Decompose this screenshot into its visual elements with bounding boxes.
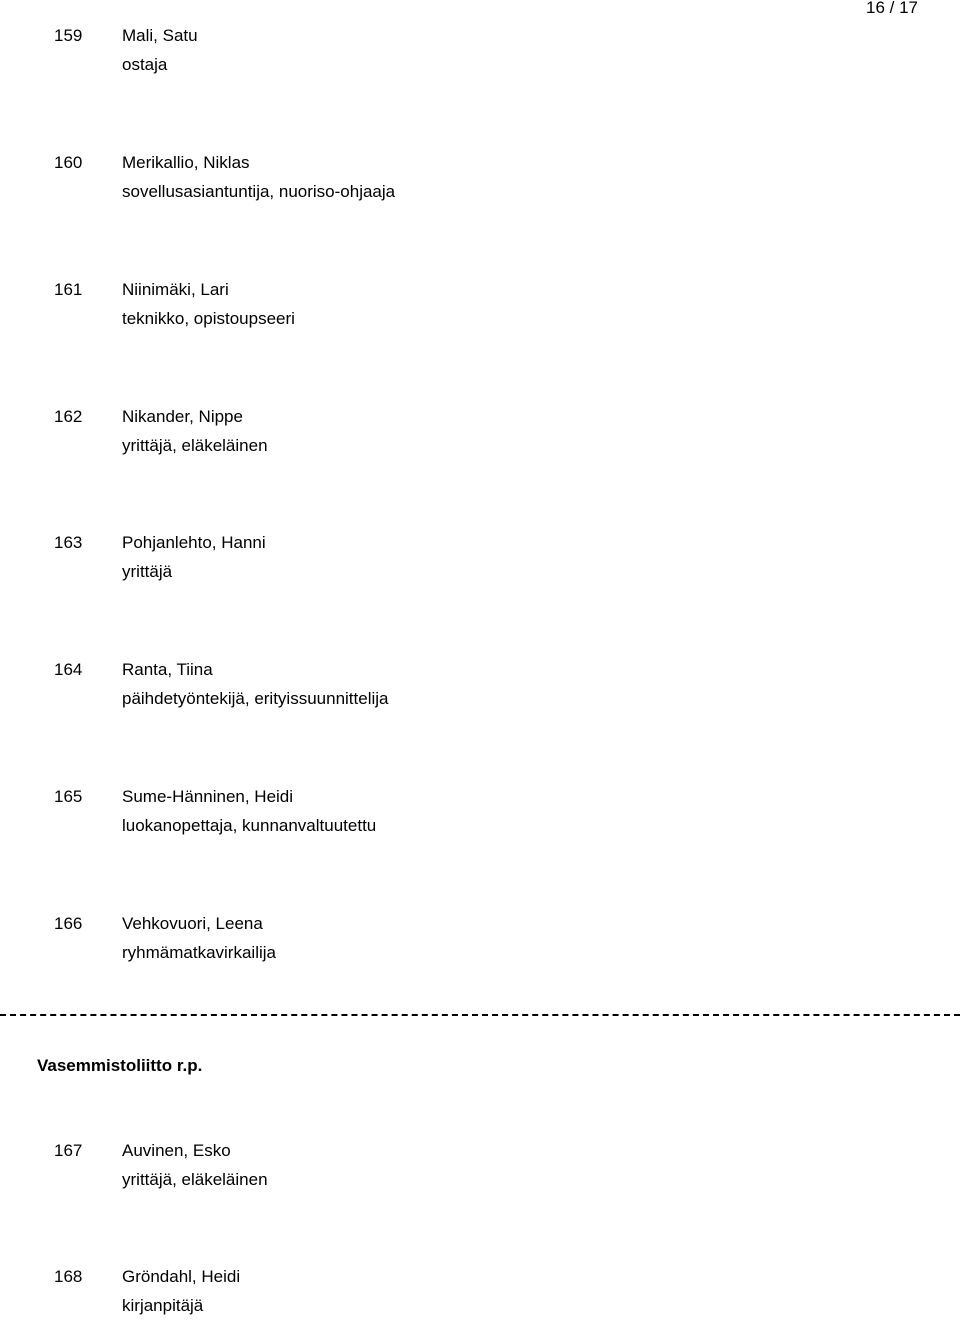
candidate-number: 167	[54, 1141, 83, 1160]
candidate-number: 160	[54, 153, 83, 172]
section-divider	[0, 1014, 960, 1016]
candidate-entry	[54, 1262, 914, 1320]
candidate-entry	[54, 1136, 914, 1194]
candidate-name: Merikallio, Niklas	[122, 153, 250, 172]
candidate-entry	[54, 655, 914, 713]
candidate-entry	[54, 528, 914, 586]
candidate-number: 168	[54, 1267, 83, 1286]
candidate-number: 161	[54, 280, 83, 299]
candidate-entry	[54, 909, 914, 967]
candidate-occupation: luokanopettaja, kunnanvaltuutettu	[122, 816, 377, 835]
candidate-entry	[54, 21, 914, 79]
candidate-occupation: yrittäjä, eläkeläinen	[122, 1170, 268, 1189]
candidate-occupation: yrittäjä, eläkeläinen	[122, 436, 268, 455]
candidate-number: 162	[54, 407, 83, 426]
party-heading: Vasemmistoliitto r.p.	[37, 1056, 203, 1075]
candidate-number: 165	[54, 787, 83, 806]
candidate-entry	[54, 148, 914, 206]
candidate-entry	[54, 402, 914, 460]
candidate-name: Sume-Hänninen, Heidi	[122, 787, 294, 806]
candidate-occupation: ostaja	[122, 55, 168, 74]
candidate-occupation: teknikko, opistoupseeri	[122, 309, 295, 328]
candidate-number: 163	[54, 533, 83, 552]
candidate-name: Niinimäki, Lari	[122, 280, 229, 299]
page-number: 16 / 17	[866, 0, 918, 17]
candidate-name: Nikander, Nippe	[122, 407, 243, 426]
candidate-occupation: kirjanpitäjä	[122, 1296, 204, 1315]
candidate-number: 166	[54, 914, 83, 933]
candidate-name: Auvinen, Esko	[122, 1141, 231, 1160]
candidate-entry	[54, 275, 914, 333]
candidate-entry	[54, 782, 914, 840]
candidate-name: Vehkovuori, Leena	[122, 914, 263, 933]
candidate-occupation: ryhmämatkavirkailija	[122, 943, 276, 962]
candidate-occupation: sovellusasiantuntija, nuoriso-ohjaaja	[122, 182, 396, 201]
candidate-name: Gröndahl, Heidi	[122, 1267, 241, 1286]
candidate-occupation: päihdetyöntekijä, erityissuunnittelija	[122, 689, 389, 708]
candidate-number: 164	[54, 660, 83, 679]
candidate-number: 159	[54, 26, 83, 45]
candidate-name: Pohjanlehto, Hanni	[122, 533, 266, 552]
candidate-occupation: yrittäjä	[122, 562, 173, 581]
candidate-name: Ranta, Tiina	[122, 660, 213, 679]
candidate-name: Mali, Satu	[122, 26, 198, 45]
